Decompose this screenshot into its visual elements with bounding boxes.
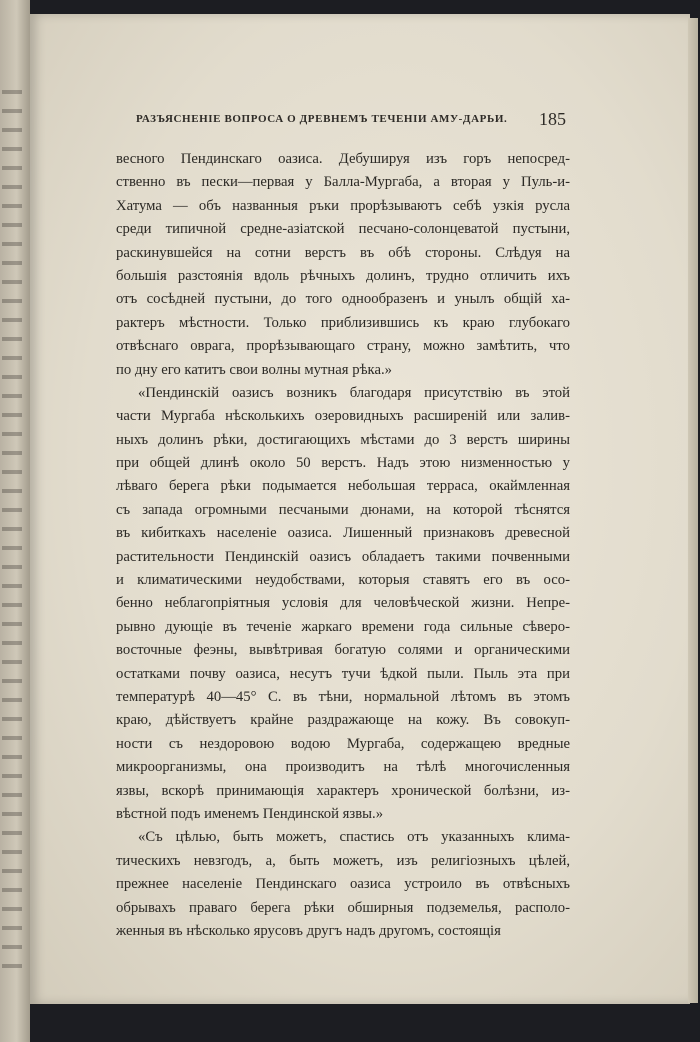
text-line: обрывахъ праваго берега рѣки обширныя подземелья, располо- [116, 899, 570, 916]
text-line: ности съ нездоровою водою Мургаба, содержащею вредные [116, 735, 570, 752]
text-line: вѣстной подъ именемъ Пендинской язвы.» [116, 805, 384, 822]
running-title: РАЗЪЯСНЕНІЕ ВОПРОСА О ДРЕВНЕМЪ ТЕЧЕНІИ АМУ-ДАРЬИ. [136, 113, 508, 125]
text-line: раскинувшейся на сотни верстъ въ обѣ стороны. Слѣдуя на [116, 244, 570, 261]
text-line: температурѣ 40—45° С. въ тѣни, нормальной лѣтомъ въ этомъ [116, 688, 570, 705]
text-line: язвы, вскорѣ принимающія характеръ хронической болѣзни, из- [116, 782, 570, 799]
text-line: «Пендинскій оазисъ возникъ благодаря присутствію въ этой [138, 384, 570, 401]
text-line: краю, дѣйствуетъ крайне раздражающе на кожу. Въ совокуп- [116, 712, 570, 729]
facing-page-text-fragment [2, 90, 22, 970]
text-line: весного Пендинскаго оазиса. Дебушируя изъ горъ непосред- [116, 151, 570, 167]
text-line: отвѣснаго оврага, прорѣзывающаго страну, можно замѣтить, что [116, 338, 570, 355]
text-line: отъ сосѣдней пустыни, до того однообразенъ и унылъ общій ха- [116, 291, 570, 308]
text-line: при общей длинѣ около 50 верстъ. Надъ этою низменностью у [116, 455, 570, 472]
text-line: растительности Пендинскій оазисъ обладаетъ такими почвенными [116, 548, 570, 565]
body-text [116, 148, 570, 943]
text-line: прежнее населеніе Пендинскаго оазиса устроило въ отвѣсныхъ [116, 876, 570, 893]
page-stack-edge [688, 18, 698, 1003]
text-line: Хатума — объ названныя ръки прорѣзываютъ себѣ узкія русла [116, 197, 570, 214]
text-line: съ запада огромными песчаными дюнами, на которой тѣснятся [116, 501, 570, 518]
text-line: микроорганизмы, она производитъ на тѣлѣ многочисленныя [116, 759, 570, 776]
paragraph [116, 148, 570, 382]
book-page [30, 14, 690, 1004]
text-line: среди типичной средне-азіатской песчано-солонцеватой пустыни, [116, 221, 570, 238]
text-line: рывно дующіе въ теченіе жаркаго времени года сильные сѣверо- [116, 618, 570, 635]
text-line: лѣваго берега рѣки подымается небольшая терраса, окаймленная [116, 478, 570, 495]
text-line: восточные феэны, вывѣтривая богатую солями и органическими [116, 642, 570, 659]
text-line: большія разстоянія вдоль рѣчныхъ долинъ, трудно отличить ихъ [116, 267, 570, 284]
text-line: рактеръ мѣстности. Только приблизившись къ краю глубокаго [116, 314, 570, 331]
text-line: ственно въ пески—первая у Балла-Мургаба, а вторая у Пуль-и- [116, 174, 570, 191]
text-line: остатками почву оазиса, несутъ тучи ѣдкой пыли. Пыль эта при [116, 665, 570, 682]
paragraph [116, 382, 570, 826]
page-number: 185 [539, 108, 566, 129]
text-line: ныхъ долинъ рѣки, достигающихъ мѣстами до 3 верстъ ширины [116, 431, 570, 448]
text-line: по дну его катитъ свои волны мутная рѣка.» [116, 361, 393, 378]
running-header [136, 104, 566, 134]
text-line: бенно неблагопріятныя условія для человѣческой жизни. Непре- [116, 595, 570, 612]
text-line: «Съ цѣлью, быть можетъ, спастись отъ указанныхъ клима- [138, 829, 570, 846]
text-line: въ кибиткахъ населеніе оазиса. Лишенный признаковъ древесной [116, 525, 570, 542]
paragraph [116, 826, 570, 943]
text-line: части Мургаба нѣсколькихъ озеровидныхъ расширеній или залив- [116, 408, 570, 425]
text-line: и климатическими неудобствами, которыя ставятъ его въ осо- [116, 572, 570, 589]
text-line: женныя въ нѣсколько ярусовъ другъ надъ другомъ, состоящія [116, 922, 501, 939]
facing-page-edge [0, 0, 30, 1042]
text-line: тическихъ невзгодъ, а, быть можетъ, изъ религіозныхъ цѣлей, [116, 852, 570, 869]
